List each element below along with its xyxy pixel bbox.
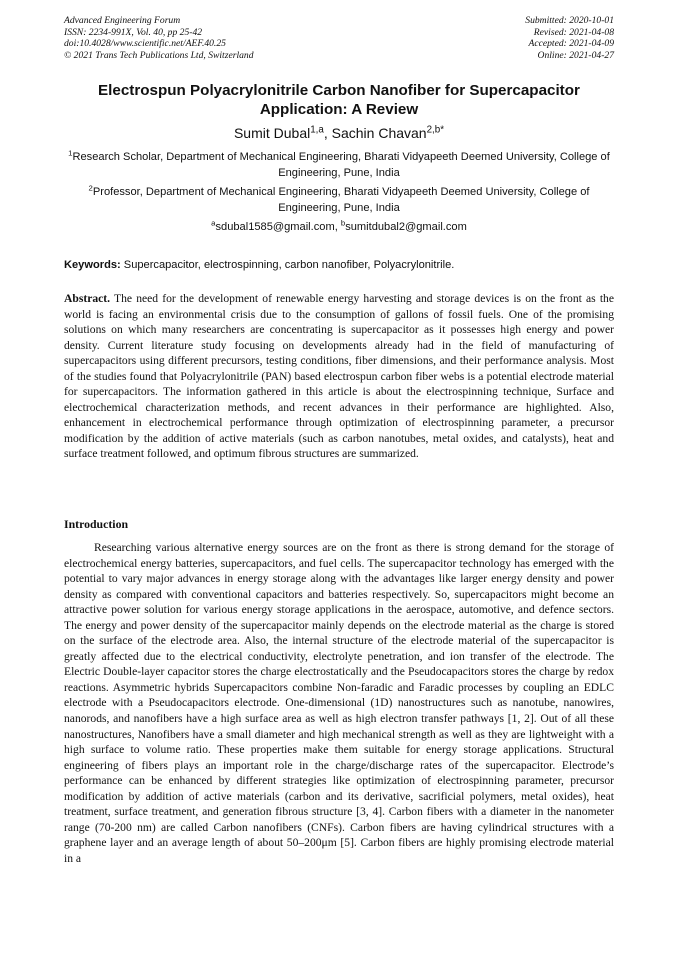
date-submitted: Submitted: 2020-10-01 xyxy=(525,15,614,26)
journal-copyright: © 2021 Trans Tech Publications Ltd, Switzerland xyxy=(64,49,254,61)
publication-dates xyxy=(525,15,614,61)
author-1-name: Sumit Dubal xyxy=(233,125,311,141)
author-2-name: Sachin Chavan xyxy=(331,125,427,141)
author-separator: , xyxy=(323,125,332,141)
date-revised: Revised: 2021-04-08 xyxy=(533,26,614,38)
affiliation-2-text: Professor, Department of Mechanical Engineering, Bharati Vidyapeeth Deemed University, College of Engineering, Pune, India xyxy=(92,186,590,214)
author-line xyxy=(64,124,614,142)
introduction-paragraph: Researching various alternative energy sources are on the front as there is strong demand for the storage of electrochemical energy batteries, supercapacitors, and fuel cells. The supercapacitor technology has emerged with the potential to vary major advances in energy storage along with the advantages like larger energy density and power density as compared with conventional capacitors and batteries respectively. So, supercapacitors might become an attractive power solution for various energy storage applications in the aerospace, automotive, and defence sectors. The energy and power density of the supercapacitor mainly depends on the electrode material as the charge is stored on the surface of the electrode area. Also, the internal structure of the electrode material of the supercapacitor is greatly affected due to the electrical conductivity, electrolyte penetration, and ion transfer of the electrode. The Electric Double-layer capacitor stores the charge electrostatically and the Pseudocapacitors stores the charge by redox reactions. Asymmetric hybrids Supercapacitors combine Non-faradic and Faradic processes by coupling an EDLC electrode with a Pseudocapacitors electrode. One-dimensional (1D) nanostructures such as nanotube, nanowires, nanorods, and nanofibers have a high surface area as well as high electron transfer pathways [1, 2]. Out of all these nanostructures, Nanofibers have a small diameter and high mechanical strength as well as they are lightweight with a high surface to volume ratio. These properties make them suitable for energy storage applications. Structural engineering of fibers plays an important role in the charge/discharge rates of the supercapacitor. Electrode’s performance can be enhanced by different strategies like optimization of electrospinning parameter, precursor modification by addition of active materials (carbon and its derivative, sacrificial polymers, metal oxides), heat treatment, surface treatment, and generation fibrous structure [3, 4]. Carbon fibers with a diameter in the nanometer range (70-200 nm) are called Carbon nanofibers (CNFs). Carbon fibers are having cylindrical structures with a graphene layer and an average length of about 50–200μm [5]. Carbon fibers are highly promising electrode material in a xyxy=(64,541,614,865)
abstract-text: The need for the development of renewable energy harvesting and storage devices is on the front as the world is facing an environmental crisis due to the consumption of gallons of fossil fuels. One of the promising solutions on which many researchers are concentrating is supercapacitor as it possesses high energy and power density. Current literature study focusing on developments already had in the field of manufacturing of supercapacitors using different precursors, testing conditions, fiber dimensions, and their performance analysis. Most of the studies found that Polyacrylonitrile (PAN) based electrospun carbon fiber webs is a potential electrode material for supercapacitors. The information gathered in this article is about the electrospinning technique, Surface and electrochemical characterization methods, and recent advances in their performance are highlighted. Also, enhancement in electrochemical performance through optimization of electrospinning parameter, a precursor modification by the addition of active materials (such as carbon nanotubes, metal oxides, and catalysts), heat and surface treatment followed, and optimum fibrous structures are summarized. xyxy=(64,292,614,461)
date-accepted: Accepted: 2021-04-09 xyxy=(528,38,614,50)
affiliation-2-marker: 2 xyxy=(88,183,93,193)
affiliation-1-text: Research Scholar, Department of Mechanical Engineering, Bharati Vidyapeeth Deemed University, College of Engineering, Pune, India xyxy=(72,151,610,179)
email-b-link[interactable]: sumitdubal2@gmail.com xyxy=(345,221,467,233)
journal-name: Advanced Engineering Forum xyxy=(64,15,181,26)
journal-info xyxy=(64,15,254,61)
affiliation-1 xyxy=(64,150,614,181)
affiliation-2 xyxy=(64,185,614,216)
keywords-line xyxy=(64,258,614,273)
author-2-affil-marker: 2,b* xyxy=(426,124,445,136)
paper-title: Electrospun Polyacrylonitrile Carbon Nanofiber for Supercapacitor Application: A Review xyxy=(98,82,580,118)
email-b-marker: b xyxy=(340,218,346,228)
affiliation-1-marker: 1 xyxy=(68,148,73,158)
abstract-paragraph xyxy=(64,291,614,462)
author-1-affil-marker: 1,a xyxy=(310,124,324,136)
email-a-marker: a xyxy=(211,218,216,228)
keywords-text: Supercapacitor, electrospinning, carbon nanofiber, Polyacrylonitrile. xyxy=(120,259,455,271)
introduction-heading: Introduction xyxy=(64,517,129,531)
date-online: Online: 2021-04-27 xyxy=(537,49,614,61)
journal-issn: ISSN: 2234-991X, Vol. 40, pp 25-42 xyxy=(64,26,203,38)
author-emails xyxy=(64,220,614,235)
email-separator: , xyxy=(334,221,341,233)
keywords-label: Keywords: xyxy=(64,259,121,271)
journal-doi: doi:10.4028/www.scientific.net/AEF.40.25 xyxy=(64,38,226,50)
abstract-label: Abstract. xyxy=(64,292,111,305)
email-a-link[interactable]: sdubal1585@gmail.com xyxy=(215,221,335,233)
